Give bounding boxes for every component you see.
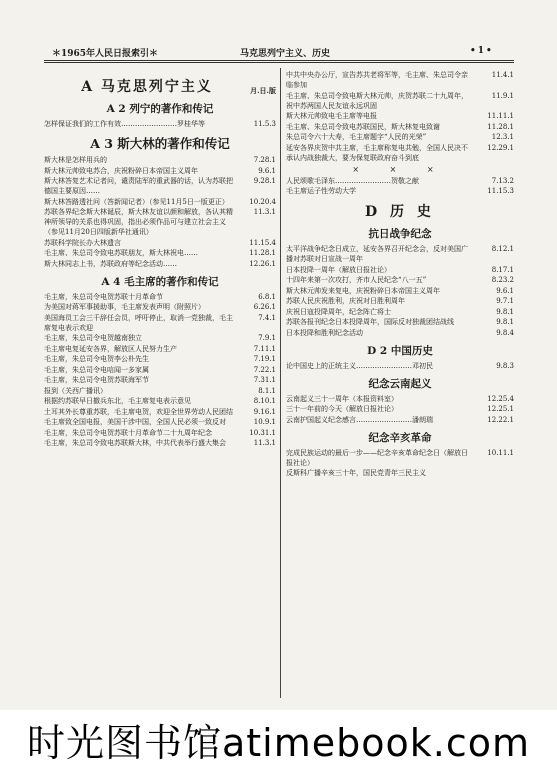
index-entry <box>44 365 276 375</box>
date-column-header: 月.日.版 <box>250 86 276 95</box>
entry-date: 12.29.1 <box>487 143 514 152</box>
index-entry <box>286 328 514 338</box>
entry-title: 苏联科学院长办大林遗言 <box>44 238 121 247</box>
index-entry <box>286 404 514 414</box>
entry-title: 毛主席，朱总司令电贺苏联海军节 <box>44 376 149 384</box>
right-column <box>286 70 514 479</box>
header-rule <box>44 62 514 63</box>
subsection-title: A 2 列宁的著作和传记 <box>106 103 214 115</box>
index-entry <box>286 186 514 196</box>
index-entry <box>44 207 276 237</box>
entry-date: 10.9.1 <box>253 418 276 426</box>
entry-date: 10.31.1 <box>249 428 276 437</box>
index-entry <box>44 428 276 438</box>
index-entry <box>286 286 514 296</box>
subsection-list <box>44 101 276 448</box>
entry-title: 云南护国起义纪念感言……………………潘朗瑞 <box>286 415 433 424</box>
entry-title: 苏联各报刊纪念日本投降周年，国际反对独裁团结战线 <box>286 318 454 326</box>
entry-date: 9.6.1 <box>496 286 514 295</box>
subsection-title: A 3 斯大林的著作和传记 <box>90 136 230 151</box>
entry-date: 11.28.1 <box>487 122 514 131</box>
subsection-list <box>286 226 514 478</box>
header-left-title: ＊1965年人民日报索引＊ <box>52 49 159 59</box>
entry-title: 毛主席致全国电报，美国干涉中国，全国人民必须一致反对 <box>44 418 226 426</box>
entry-title: 反斯科广播辛亥三十年，国民党青年三民主义 <box>286 469 426 477</box>
entry-list <box>44 292 276 449</box>
entry-title: 毛主席，朱总司令电贺李公朴先生 <box>44 355 149 363</box>
entry-date: 8.10.1 <box>253 397 276 405</box>
entry-list <box>286 394 514 425</box>
entry-title: 毛主席，朱总司令电贺苏联十月革命节 <box>44 292 163 301</box>
entry-title: 报到（关西广播讯） <box>44 386 107 395</box>
entry-title: 毛主席、朱总司令致电苏联国民，斯大林复电致谢 <box>286 122 440 131</box>
entry-title: 毛主席，朱总司令电唁闻一多家属 <box>44 365 149 374</box>
entry-date: 11.11.1 <box>487 112 514 120</box>
index-entry <box>286 111 514 121</box>
index-entry <box>44 396 276 406</box>
subsection-title: 纪念云南起义 <box>368 377 432 390</box>
header-rule <box>44 60 514 61</box>
entry-title: 苏联人民庆祝胜利，庆祝对日胜利周年 <box>286 297 405 305</box>
entry-list <box>286 448 514 479</box>
entry-date: 7.9.1 <box>258 334 276 342</box>
entry-date: 11.28.1 <box>249 249 276 257</box>
index-entry <box>286 91 514 111</box>
entry-title: 日本投降和胜利纪念活动 <box>286 328 363 337</box>
index-entry <box>44 248 276 258</box>
entry-date: 9.7.1 <box>496 297 514 305</box>
entry-title: 斯大林同志上书，苏联政府等纪念活动…… <box>44 259 177 268</box>
index-entry <box>44 333 276 343</box>
index-entry <box>286 361 514 371</box>
column-divider <box>280 68 281 698</box>
watermark: 时光图书馆atimebook.com <box>0 710 557 768</box>
entry-list <box>286 244 514 338</box>
entry-date: 9.8.4 <box>496 328 514 337</box>
index-entry <box>286 265 514 275</box>
index-entry <box>44 166 276 176</box>
entry-date: 9.8.3 <box>496 361 514 370</box>
entry-date: 6.8.1 <box>258 292 276 301</box>
entry-title: 毛主席，朱总司令致电苏联斯大林，中共代表举行盛大集会 <box>44 439 226 447</box>
index-entry <box>286 70 514 90</box>
entry-title: 毛主席运子性劳动大学 <box>286 187 356 195</box>
entry-date: 11.9.1 <box>491 91 514 100</box>
entry-list <box>286 70 514 163</box>
entry-title: 为美国对蒋军事援助事，毛主席发表声明（附照片） <box>44 303 205 311</box>
entry-date: 11.15.4 <box>249 238 276 247</box>
section-title: A 马克思列宁主义 <box>81 79 213 95</box>
index-entry <box>44 407 276 417</box>
index-entry <box>44 259 276 269</box>
entry-title: 毛主席、朱总司令致电斯大林元帅，庆贺苏联二十九周年，祝中苏两国人民友谊永远巩固 <box>286 91 468 110</box>
section-title: D 历 史 <box>365 204 435 220</box>
header-center-title: 马克思列宁主义、历史 <box>240 49 331 59</box>
entry-title: 怎样保证我们的工作有效……………………罗桂华等 <box>44 120 205 128</box>
index-entry <box>286 176 514 186</box>
entry-title: 云南起义三十一周年（本报资料室） <box>286 394 398 403</box>
entry-date: 10.20.4 <box>249 197 276 206</box>
entry-date: 11.5.3 <box>253 120 276 128</box>
entry-title: 十四年来第一次攻打，齐市人民纪念“八一五” <box>286 276 427 284</box>
subsection-title: D 2 中国历史 <box>367 344 433 357</box>
entry-list <box>286 361 514 371</box>
entry-list <box>44 119 276 129</box>
entry-date: 11.3.1 <box>253 439 276 447</box>
index-entry <box>286 448 514 468</box>
index-entry <box>44 176 276 196</box>
entry-date <box>474 468 514 478</box>
entry-date: 11.15.3 <box>487 187 514 195</box>
index-entry <box>44 313 276 333</box>
section-header <box>44 76 276 96</box>
entry-date: 12.22.1 <box>487 415 514 424</box>
entry-date: 12.25.4 <box>487 394 514 403</box>
entry-date: 9.8.1 <box>496 318 514 326</box>
index-entry <box>44 386 276 396</box>
entry-title: 庆祝日寇投降周年，纪念阵亡将士 <box>286 307 391 316</box>
subsection-title: 抗日战争纪念 <box>368 228 432 240</box>
entry-date: 8.12.1 <box>491 245 514 253</box>
index-entry <box>286 296 514 306</box>
entry-date: 8.1.1 <box>258 386 276 395</box>
entry-date: 12.26.1 <box>249 259 276 268</box>
entry-date: 11.3.1 <box>253 208 276 216</box>
index-entry <box>44 375 276 385</box>
entry-date: 7.28.1 <box>253 156 276 164</box>
entry-date: 7.11.1 <box>253 344 276 353</box>
entry-date: 6.26.1 <box>253 303 276 311</box>
entry-title: 日本投降一周年（解放日报社论） <box>286 265 391 274</box>
entry-title: 斯大林元帅发来复电，庆祝粉碎日本帝国主义周年 <box>286 286 440 295</box>
entry-title: 延安各界庆贺中共主席，毛主席称复电共勉，全国人民决不承认内战独裁大，要为保复联政府奋斗到底 <box>286 143 468 162</box>
entry-date: 9.28.1 <box>253 177 276 185</box>
entry-title: 毛主席，朱总司令电贺苏联十月革命节二十九周年纪念 <box>44 428 212 437</box>
index-entry <box>44 197 276 207</box>
entry-title: 毛主席电复延安各界，解放区人民努力生产 <box>44 344 177 353</box>
entry-title: 朱总司令六十大寿，毛主席题字“人民的光荣” <box>286 133 427 141</box>
entry-date: 7.22.1 <box>253 365 276 374</box>
index-entry <box>286 468 514 478</box>
entry-date: 11.4.1 <box>491 71 514 79</box>
index-entry <box>44 354 276 364</box>
index-entry <box>44 119 276 129</box>
entry-date: 7.31.1 <box>253 376 276 384</box>
entry-title: 斯大林答复艺术记者问，谴责陆军的重武器的话，认为苏联把德国主要原因…… <box>44 177 233 195</box>
entry-date: 9.6.1 <box>258 166 276 175</box>
entry-title: 三十一年前的今天（解放日报社论） <box>286 405 398 413</box>
entry-date: 7.13.2 <box>491 176 514 185</box>
entry-date: 9.8.1 <box>496 307 514 316</box>
entry-title: 人民颂歌毛泽东……………………贺敬之献 <box>286 176 419 185</box>
index-entry <box>286 307 514 317</box>
entry-date: 10.11.1 <box>487 448 514 457</box>
index-entry <box>286 317 514 327</box>
entry-title: 苏联各界纪念斯大林诞辰，斯大林友谊以颜和解放，各认其精神所领导的关系也得巩固，指出必须作品可与建立社会主义（参见11月20日四版新华社通讯） <box>44 208 233 236</box>
index-entry <box>286 122 514 132</box>
page-number: •1• <box>470 46 494 56</box>
index-entry <box>286 415 514 425</box>
index-entry <box>44 292 276 302</box>
entry-title: 斯大林元帅致电毛主席等电报 <box>286 112 377 120</box>
index-entry <box>44 238 276 248</box>
index-entry <box>286 132 514 142</box>
index-entry <box>44 155 276 165</box>
entry-date: 7.4.1 <box>258 313 276 322</box>
entry-title: 完成民族运动的最后一步——纪念辛亥革命纪念日（解放日报社论） <box>286 448 468 467</box>
entry-date: 12.25.1 <box>487 405 514 413</box>
entry-title: 美国海员工会三千辞任会员，呼吁停止，取消一党独裁，毛主席复电表示欢迎 <box>44 313 233 332</box>
entry-title: 土耳其外长尊重苏联，毛主席电贺，欢迎全世界劳动人民团结 <box>44 407 233 416</box>
entry-title: 中共中央办公厅，宣告苏共老将军等，毛主席、朱总司令亲临参加 <box>286 71 468 89</box>
index-entry <box>286 275 514 285</box>
entry-title: 斯大林元帅致电苏合，庆祝粉碎日本帝国主义周年 <box>44 166 198 175</box>
index-entry <box>44 438 276 448</box>
entry-title: 斯大林答路透社问（答新闻记者）（参见11月5日一版更正） <box>44 197 229 206</box>
subsection-title: A 4 毛主席的著作和传记 <box>101 275 219 288</box>
entry-date: 7.19.1 <box>253 355 276 363</box>
entry-title: 根据约苏联早日撤兵东北，毛主席复电表示意见 <box>44 397 191 405</box>
entry-date: 8.17.1 <box>491 265 514 274</box>
index-entry <box>286 394 514 404</box>
left-column <box>44 70 276 449</box>
entry-title: 毛主席，朱总司令电贺越南独立 <box>44 334 142 342</box>
entry-list <box>286 176 514 197</box>
entry-title: 斯大林是怎样用兵的 <box>44 156 107 164</box>
subsection-title: 纪念辛亥革命 <box>368 431 432 444</box>
entry-date: 8.23.2 <box>491 276 514 284</box>
index-entry <box>44 302 276 312</box>
entry-date: 12.3.1 <box>491 133 514 141</box>
index-entry <box>286 244 514 264</box>
entry-title: 论中国史上的正统主义……………………邓初民 <box>286 361 433 370</box>
separator: × × × <box>352 164 448 174</box>
entry-list <box>44 155 276 269</box>
index-entry <box>44 344 276 354</box>
entry-title: 太平洋战争纪念日成立，延安各界召开纪念会，反对美国广播对苏联对日宣战一周年 <box>286 245 468 263</box>
index-entry <box>44 417 276 427</box>
entry-date: 9.16.1 <box>253 407 276 416</box>
entry-title: 毛主席、朱总司令致电苏联朋友，斯大林祝电…… <box>44 249 198 257</box>
index-entry <box>286 143 514 163</box>
